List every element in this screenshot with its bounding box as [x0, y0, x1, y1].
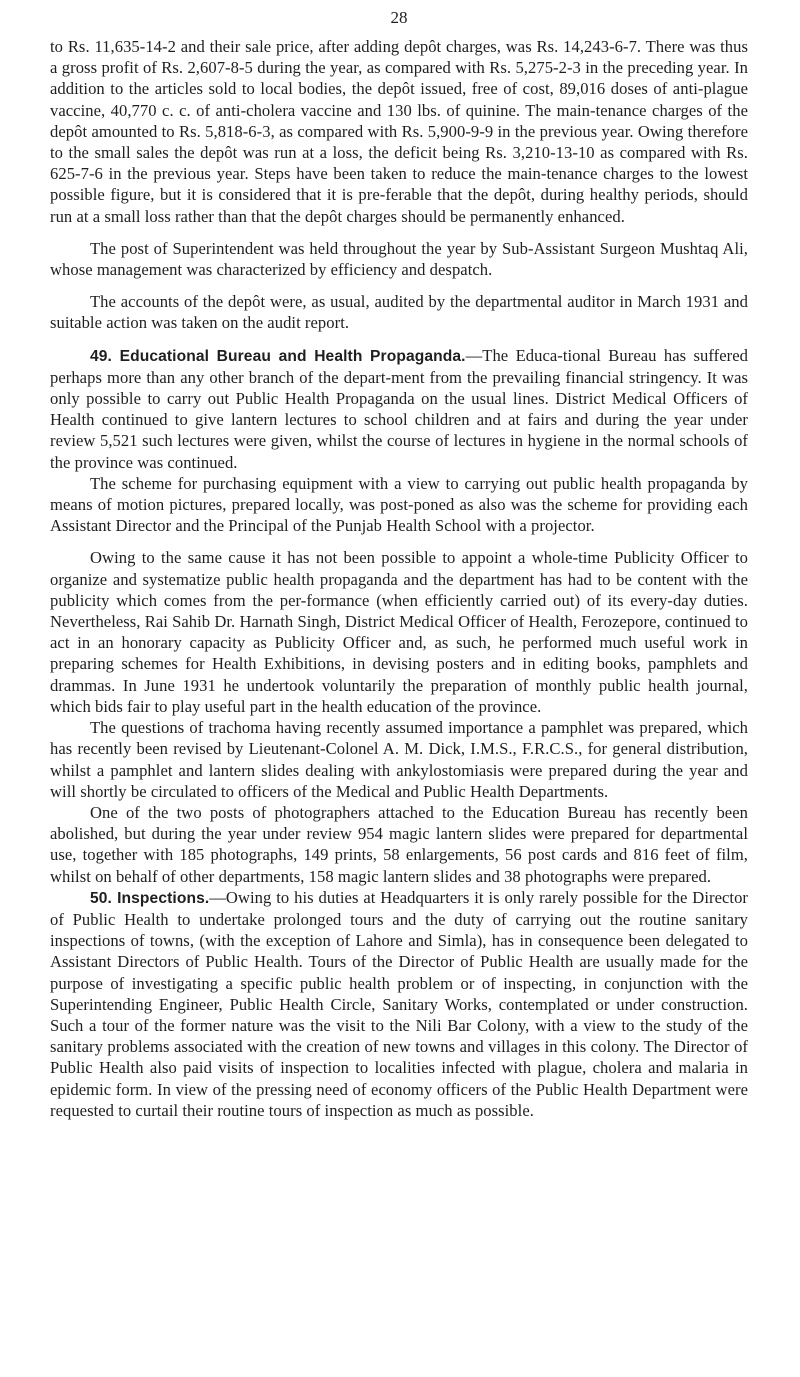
- paragraph-superintendent: The post of Superintendent was held throughout the year by Sub-Assistant Surgeon Mushtaq Ali, whose management was characterized by efficiency and despatch.: [50, 238, 748, 280]
- paragraph-motion-pictures: The scheme for purchasing equipment with a view to carrying out public health propaganda by means of motion pictures, prepared locally, was post-poned as also was the scheme for providing each Assistant Director and the Principal of the Punjab Health School with a projector.: [50, 473, 748, 536]
- paragraph-depot-accounts: to Rs. 11,635-14-2 and their sale price, after adding depôt charges, was Rs. 14,243-6-7. There was thus a gross profit of Rs. 2,607-8-5 during the year, as compared with Rs. 5,275-2-3 in the preceding year. In addition to the articles sold to local bodies, the depôt issued, free of cost, 89,016 doses of anti-plague vaccine, 40,770 c. c. of anti-cholera vaccine and 130 lbs. of quinine. The main-tenance charges of the depôt amounted to Rs. 5,818-6-3, as compared with Rs. 5,900-9-9 in the previous year. Owing therefore to the small sales the depôt was run at a loss, the deficit being Rs. 3,210-13-10 as compared with Rs. 625-7-6 in the previous year. Steps have been taken to reduce the main-tenance charges to the lowest possible figure, but it is considered that it is pre-ferable that the depôt, during healthy periods, should run at a small loss rather than that the depôt charges should be permanently enhanced.: [50, 37, 748, 226]
- paragraph-text: —The Educa-tional Bureau has suffered perhaps more than any other branch of the depart-ment from the prevailing financial stringency. It was only possible to carry out Public Health Propaganda on the usual lines. District Medical Officers of Health continued to give lantern lectures to school children and at fairs and during the year under review 5,521 such lectures were given, whilst the course of lectures in hygiene in the normal schools of the province was continued.: [50, 345, 748, 472]
- section-heading-50: 50. Inspections.: [90, 889, 210, 907]
- page-number: 28: [390, 8, 408, 27]
- paragraph-inspections: [50, 887, 748, 1121]
- paragraph-publicity-officer: Owing to the same cause it has not been possible to appoint a whole-time Publicity Officer to organize and systematize public health propaganda and the department has had to be content with the publicity which comes from the per-formance (when efficiently carried out) of its every-day duties. Nevertheless, Rai Sahib Dr. Harnath Singh, District Medical Officer of Health, Ferozepore, continued to act in an honorary capacity as Publicity Officer and, as such, he performed much useful work in preparing schemes for Health Exhibitions, in devising posters and in editing books, pamphlets and drammas. In June 1931 he undertook voluntarily the preparation of monthly public health journal, which bids fair to play useful part in the health education of the province.: [50, 548, 748, 716]
- paragraph-photographers: One of the two posts of photographers attached to the Education Bureau has recently been abolished, but during the year under review 954 magic lantern slides were prepared for departmental use, together with 185 photographs, 149 prints, 58 enlargements, 56 post cards and 816 feet of film, whilst on behalf of other departments, 158 magic lantern slides and 38 photographs were prepared.: [50, 802, 748, 886]
- paragraph-educational-bureau: [50, 345, 748, 473]
- paragraph-trachoma: The questions of trachoma having recently assumed importance a pamphlet was prepared, which has recently been revised by Lieutenant-Colonel A. M. Dick, I.M.S., F.R.C.S., for general distribution, whilst a pamphlet and lantern slides dealing with ankylostomiasis were prepared during the year and will shortly be circulated to officers of the Medical and Public Health Departments.: [50, 718, 748, 801]
- section-heading-49: 49. Educational Bureau and Health Propaganda.: [90, 347, 466, 365]
- paragraph-text: —Owing to his duties at Headquarters it is only rarely possible for the Director of Public Health to undertake prolonged tours and the duty of carrying out the routine sanitary inspections of towns, (with the exception of Lahore and Simla), has in consequence been delegated to Assistant Directors of Public Health. Tours of the Director of Public Health are usually made for the purpose of investigating a specific public health problem or of inspecting, in conjunction with the Superintending Engineer, Public Health Circle, Sanitary Works, contemplated or under construction. Such a tour of the former nature was the visit to the Nili Bar Colony, with a view to the study of the sanitary problems associated with the creation of new towns and villages in this colony. The Director of Public Health also paid visits of inspection to localities infected with plague, cholera and malaria in epidemic form. In view of the pressing need of economy officers of the Public Health Department were requested to curtail their routine tours of inspection as much as possible.: [50, 887, 748, 1120]
- paragraph-audit: The accounts of the depôt were, as usual, audited by the departmental auditor in March 1931 and suitable action was taken on the audit report.: [50, 292, 748, 333]
